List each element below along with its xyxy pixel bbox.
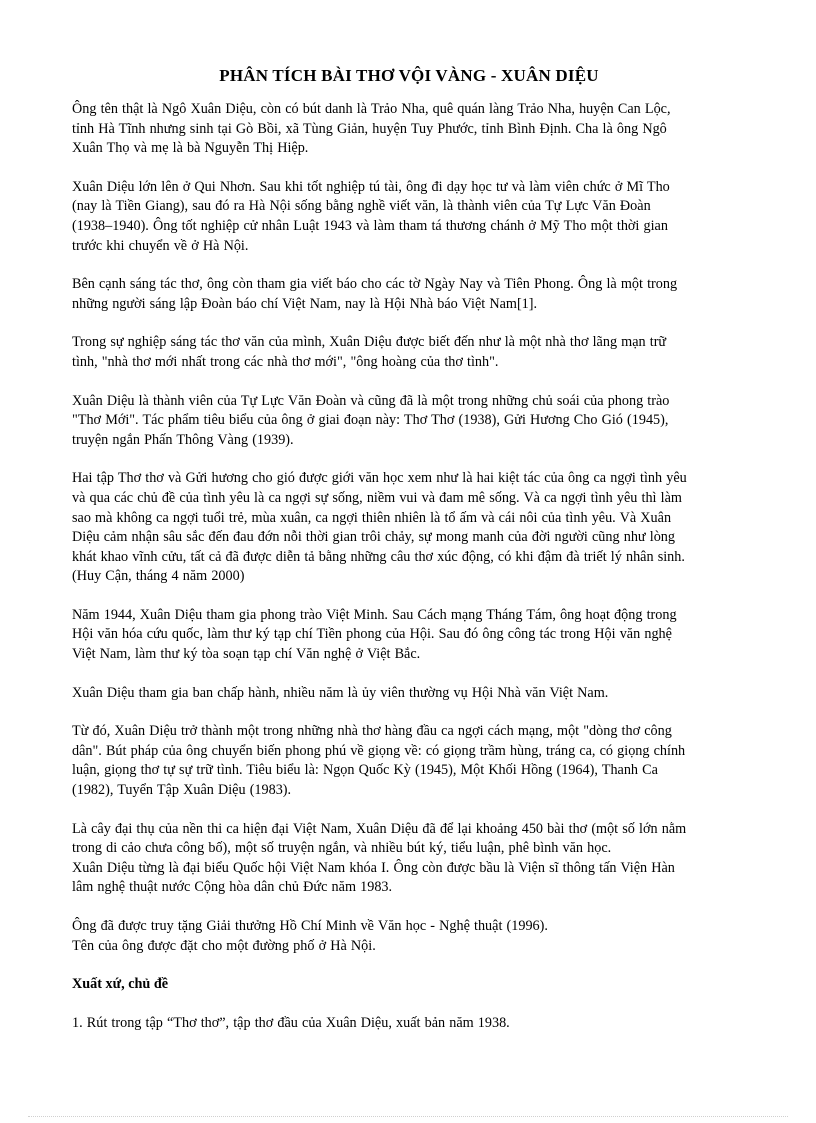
text-line: Xuân Diệu lớn lên ở Qui Nhơn. Sau khi tốt nghiệp tú tài, ông đi dạy học tư và làm viên chức ở Mĩ Tho — [72, 178, 670, 195]
text-line: tình, "nhà thơ mới nhất trong các nhà thơ mới", "ông hoàng của thơ tình". — [72, 353, 499, 370]
page-bottom-border — [28, 1116, 788, 1117]
text-line: (nay là Tiền Giang), sau đó ra Hà Nội sống bằng nghề viết văn, là thành viên của Tự Lực Văn Đoàn — [72, 198, 651, 215]
text-line: (Huy Cận, tháng 4 năm 2000) — [72, 568, 245, 585]
text-line: Hai tập Thơ thơ và Gửi hương cho gió được giới văn học xem như là hai kiệt tác của ông ca ngợi tình yêu — [72, 470, 687, 487]
body-text — [72, 100, 746, 956]
text-line: Việt Nam, làm thư ký tòa soạn tạp chí Văn nghệ ở Việt Bắc. — [72, 646, 421, 663]
section-heading: Xuất xứ, chủ đề — [72, 976, 169, 993]
text-line: Xuân Diệu tham gia ban chấp hành, nhiều năm là ủy viên thường vụ Hội Nhà văn Việt Nam. — [72, 684, 609, 701]
final-paragraph: 1. Rút trong tập “Thơ thơ”, tập thơ đầu của Xuân Diệu, xuất bản năm 1938. — [72, 1014, 510, 1031]
text-line: Diệu cảm nhận sâu sắc đến đau đớn nỗi thời gian trôi chảy, sự mong manh của đời người cũng như lòng — [72, 529, 675, 546]
text-line: lâm nghệ thuật nước Cộng hòa dân chủ Đức năm 1983. — [72, 879, 393, 896]
text-line: Ông tên thật là Ngô Xuân Diệu, còn có bút danh là Trảo Nha, quê quán làng Trảo Nha, huyện Can Lộc, — [72, 101, 671, 117]
text-line: Tên của ông được đặt cho một đường phố ở Hà Nội. — [72, 937, 376, 954]
text-line: Xuân Diệu từng là đại biểu Quốc hội Việt Nam khóa I. Ông còn được bầu là Viện sĩ thông tấn Viện Hàn — [72, 859, 675, 876]
text-line: sao mà không ca ngợi tuổi trẻ, mùa xuân, ca ngợi thiên nhiên là tổ ấm và cái nôi của tình yêu. Và Xuân — [72, 509, 672, 526]
paragraph — [72, 820, 746, 898]
text-line: Năm 1944, Xuân Diệu tham gia phong trào Việt Minh. Sau Cách mạng Tháng Tám, ông hoạt động trong — [72, 606, 677, 623]
text-line: tỉnh Hà Tĩnh nhưng sinh tại Gò Bồi, xã Tùng Giản, huyện Tuy Phước, tỉnh Bình Định. Cha là ông Ngô — [72, 120, 667, 137]
text-line: trước khi chuyển về ở Hà Nội. — [72, 237, 249, 254]
text-line: những người sáng lập Đoàn báo chí Việt Nam, nay là Hội Nhà báo Việt Nam[1]. — [72, 295, 538, 312]
paragraph — [72, 178, 746, 256]
paragraph — [72, 333, 746, 372]
paragraph — [72, 100, 746, 159]
text-line: Từ đó, Xuân Diệu trở thành một trong những nhà thơ hàng đầu ca ngợi cách mạng, một "dòng thơ công — [72, 723, 672, 740]
text-line: và qua các chủ đề của tình yêu là ca ngợi sự sống, niềm vui và đam mê sống. Và ca ngợi tình yêu thì làm — [72, 489, 682, 506]
paragraph — [72, 722, 746, 800]
text-line: Bên cạnh sáng tác thơ, ông còn tham gia viết báo cho các tờ Ngày Nay và Tiên Phong. Ông là một trong — [72, 276, 678, 293]
text-line: Là cây đại thụ của nền thi ca hiện đại Việt Nam, Xuân Diệu đã để lại khoảng 450 bài thơ (một số lớn nằm — [72, 820, 687, 837]
text-line: truyện ngắn Phấn Thông Vàng (1939). — [72, 431, 294, 448]
text-line: (1938–1940). Ông tốt nghiệp cử nhân Luật 1943 và làm tham tá thương chánh ở Mỹ Tho một thời gian — [72, 217, 668, 234]
text-line: luận, giọng thơ tự sự trữ tình. Tiêu biểu là: Ngọn Quốc Kỳ (1945), Một Khối Hồng (1964), Thanh Ca — [72, 762, 658, 779]
paragraph — [72, 469, 746, 587]
text-line: Xuân Thọ và mẹ là bà Nguyễn Thị Hiệp. — [72, 140, 309, 157]
paragraph — [72, 684, 746, 704]
paragraph — [72, 917, 746, 956]
text-line: khát khao vĩnh cửu, tất cả đã được diễn tả bằng những câu thơ xúc động, có khi đậm đà triết lý nhân sinh. — [72, 548, 685, 565]
paragraph — [72, 392, 746, 451]
text-line: Ông đã được truy tặng Giải thưởng Hồ Chí Minh về Văn học - Nghệ thuật (1996). — [72, 918, 548, 934]
text-line: Hội văn hóa cứu quốc, làm thư ký tạp chí Tiền phong của Hội. Sau đó ông công tác trong Hội văn nghệ — [72, 626, 672, 643]
paragraph — [72, 606, 746, 665]
text-line: trong di cảo chưa công bố), một số truyện ngắn, và nhiều bút ký, tiểu luận, phê bình văn học. — [72, 840, 612, 857]
document-title: PHÂN TÍCH BÀI THƠ VỘI VÀNG - XUÂN DIỆU — [219, 66, 599, 85]
text-line: (1982), Tuyển Tập Xuân Diệu (1983). — [72, 782, 292, 799]
text-line: dân". Bút pháp của ông chuyển biến phong phú về giọng về: có giọng trầm hùng, tráng ca, có giọng chính — [72, 742, 686, 759]
text-line: Trong sự nghiệp sáng tác thơ văn của mình, Xuân Diệu được biết đến như là một nhà thơ lãng mạn trữ — [72, 334, 667, 351]
text-line: Xuân Diệu là thành viên của Tự Lực Văn Đoàn và cũng đã là một trong những chủ soái của phong trào — [72, 392, 670, 409]
paragraph — [72, 275, 746, 314]
text-line: "Thơ Mới". Tác phẩm tiêu biểu của ông ở giai đoạn này: Thơ Thơ (1938), Gửi Hương Cho Gió (1945), — [72, 412, 669, 429]
